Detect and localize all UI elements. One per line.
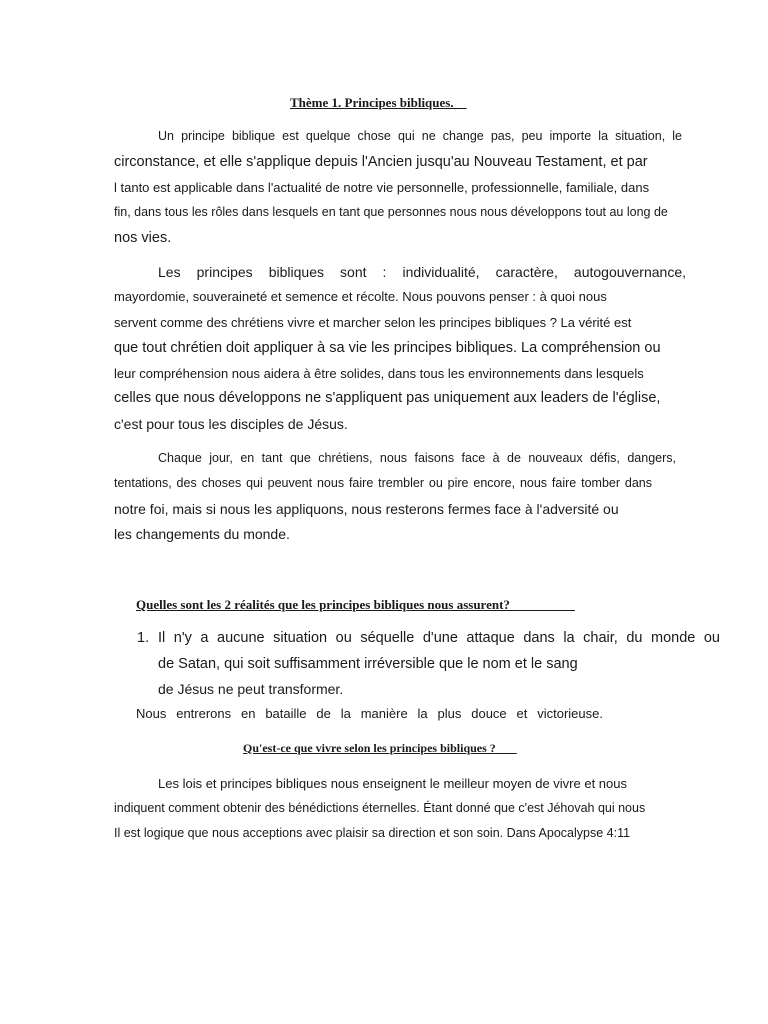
paragraph-2-line-6: celles que nous développons ne s'appliquent pas uniquement aux leaders de l'église, [114,390,661,406]
paragraph-1-line-4: fin, dans tous les rôles dans lesquels en tant que personnes nous nous développons tout au long de [114,205,668,219]
paragraph-2-line-3: servent comme des chrétiens vivre et marcher selon les principes bibliques ? La vérité est [114,315,632,330]
paragraph-1-line-2: circonstance, et elle s'applique depuis l'Ancien jusqu'au Nouveau Testament, et par [114,154,648,170]
paragraph-4-line-3: Il est logique que nous acceptions avec plaisir sa direction et son soin. Dans Apocalypse 4:11 [114,826,631,840]
question-1-heading: Quelles sont les 2 réalités que les principes bibliques nous assurent? [136,597,510,612]
paragraph-1-line-5: nos vies. [114,230,172,246]
paragraph-2-line-7: c'est pour tous les disciples de Jésus. [114,416,348,432]
paragraph-2-line-1: Les principes bibliques sont : individualité, caractère, autogouvernance, [158,264,686,280]
paragraph-1-line-1: Un principe biblique est quelque chose qui ne change pas, peu importe la situation, le [158,129,682,143]
paragraph-2-line-4: que tout chrétien doit appliquer à sa vie les principes bibliques. La compréhension ou [114,340,661,356]
list-item-line-3: de Jésus ne peut transformer. [158,681,344,697]
paragraph-1-line-3: l tanto est applicable dans l'actualité de notre vie personnelle, professionnelle, familiale, dans [114,180,650,195]
list-item-line-1: Il n'y a aucune situation ou séquelle d'une attaque dans la chair, du monde ou [158,630,720,646]
list-item-line-2: de Satan, qui soit suffisamment irréversible que le nom et le sang [158,656,578,672]
paragraph-3-line-2: tentations, des choses qui peuvent nous faire trembler ou pire encore, nous faire tomber dans [114,476,652,490]
page-title: Thème 1. Principes bibliques. [290,95,454,110]
paragraph-2-line-2: mayordomie, souveraineté et semence et récolte. Nous pouvons penser : à quoi nous [114,289,607,304]
paragraph-4-line-2: indiquent comment obtenir des bénédictions éternelles. Étant donné que c'est Jéhovah qui nous [114,801,646,815]
list-marker: 1. [137,630,150,646]
list-after-text: Nous entrerons en bataille de la manière la plus douce et victorieuse. [136,706,603,721]
paragraph-3-line-4: les changements du monde. [114,526,290,542]
paragraph-4-line-1: Les lois et principes bibliques nous enseignent le meilleur moyen de vivre et nous [158,776,627,791]
paragraph-2-line-5: leur compréhension nous aidera à être solides, dans tous les environnements dans lesquels [114,366,644,381]
question-2-heading: Qu'est-ce que vivre selon les principes bibliques ? [243,741,496,755]
paragraph-3-line-3: notre foi, mais si nous les appliquons, nous resterons fermes face à l'adversité ou [114,501,619,517]
paragraph-3-line-1: Chaque jour, en tant que chrétiens, nous faisons face à de nouveaux défis, dangers, [158,451,676,465]
